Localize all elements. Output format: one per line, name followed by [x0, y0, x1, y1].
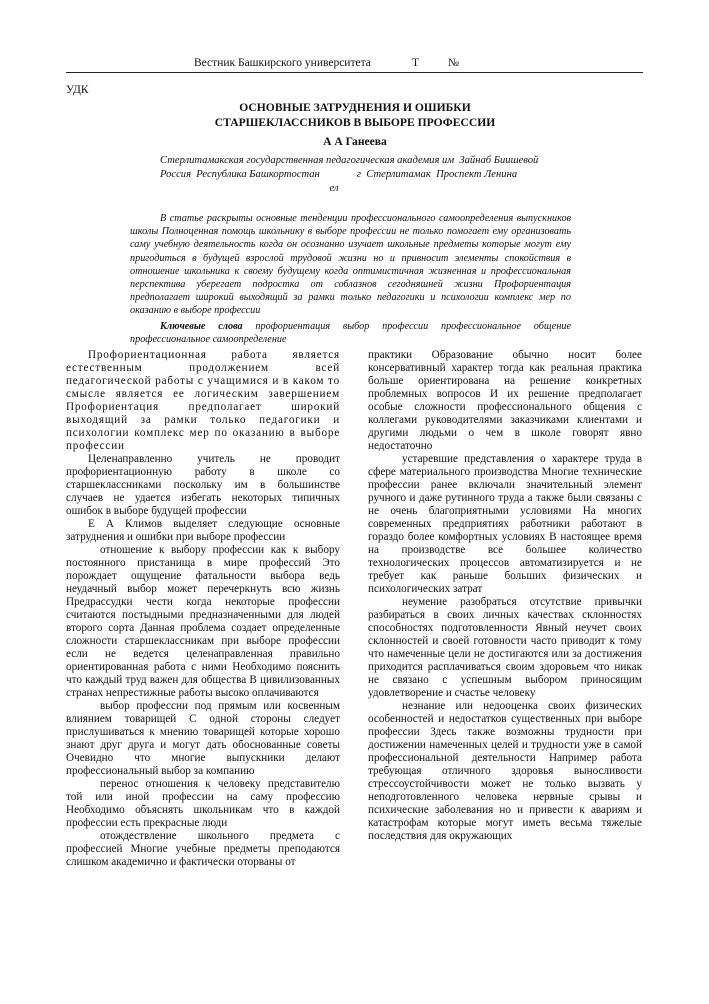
author-email: ел [329, 183, 339, 194]
keywords [130, 320, 571, 346]
title-line: ОСНОВНЫЕ ЗАТРУДНЕНИЯ И ОШИБКИ [239, 101, 471, 114]
paragraph: незнание или недооценка своих физических особенностей и недостатков существенных при выборе профессии Здесь также возможны трудности при достижении намеченных целей и трудности уже в самой профессиональной деятельности Например работа требующая отличного здоровья выносливости стрессоустойчивости может не только вызвать у неподготовленного человека нервные срывы и психические заболевания но и привести к авариям и катастрофам которые могут иметь весьма тяжелые последствия для окружающих [368, 700, 642, 842]
affiliation-line: Россия Республика Башкортостан г Стерлитамак Проспект Ленина [160, 169, 518, 180]
paragraph: Целенаправленно учитель не проводит профориентационную работу в школе со старшеклассниками поскольку им в большинстве случаев не удается избегать некоторых типичных ошибок в выборе будущей профессии [66, 453, 340, 517]
journal-name: Вестник Башкирского университета [194, 57, 371, 69]
keywords-label: Ключевые слова [160, 321, 243, 332]
affiliation [160, 154, 580, 196]
title-line: СТАРШЕКЛАССНИКОВ В ВЫБОРЕ ПРОФЕССИИ [214, 116, 496, 129]
paragraph: устаревшие представления о характере труда в сфере материального производства Многие технические профессии ранее включали значительный элемент ручного и даже рутинного труда а также были связаны с не очень благоприятными условиями На многих современных предприятиях работники работают в гораздо более комфортных условиях В настоящее время на производстве все большее количество технологических процессов автоматизируется и не требует как раньше больших физических и психологических затрат [368, 453, 642, 595]
number-label: № [448, 57, 459, 69]
abstract: В статье раскрыты основные тенденции профессионального самоопределения выпускников школы Полноценная помощь школьнику в выборе профессии не только помогает ему организовать саму учебную деятельность когда он осознанно изучает школьные предметы которые могут ему пригодиться в будущей взрослой трудовой жизни но и привносит элементы спокойствия в отношение школьника к своему будущему когда оптимистичная жизненная и профессиональная перспектива уберегает подростка от соблазнов сегодняшней жизни Профориентация предполагает широкий выходящий за рамки только педагогики и психологии комплекс мер по оказанию в выборе профессии [130, 213, 571, 317]
article-title [120, 100, 590, 130]
body-column-left [66, 349, 340, 869]
paragraph: Профориентационная работа является естественным продолжением всей педагогической работы с учащимися и в каком то смысле является ее логическим завершением Профориентация предполагает широкий выходящий за рамки только педагогики и психологии комплекс мер по оказанию в выборе профессии [66, 349, 340, 452]
paragraph: практики Образование обычно носит более консервативный характер тогда как реальная практика больше ориентирована на решение конкретных проблемных вопросов И их решение предполагает особые сложности профессионального общения с коллегами руководителями заказчиками клиентами и другими людьми о чем в школе говорят явно недостаточно [368, 349, 642, 452]
paragraph: отождествление школьного предмета с профессией Многие учебные предметы преподаются слишком академично и фактически оторваны от [66, 830, 340, 868]
author-name: А А Ганеева [323, 135, 387, 148]
udk-label: УДК [66, 84, 89, 96]
paragraph: отношение к выбору профессии как к выбору постоянного пристанища в мире профессий Это порождает ощущение фатальности выбора ведь неудачный выбор может перечеркнуть всю жизнь Предрассудки чести когда некоторые профессии считаются постыдными предназначенными для людей второго сорта Данная проблема создает определенные сложности старшеклассникам при выборе профессии если не ведется целенаправленная правильно ориентированная работа с ними Необходимо пояснить что каждый труд важен для общества В цивилизованных странах непрестижные работы высоко оплачиваются [66, 544, 340, 699]
paragraph: перенос отношения к человеку представителю той или иной профессии на саму профессию Необходимо объяснять школьникам что в каждой профессии есть прекрасные люди [66, 778, 340, 829]
keywords-text: профориентация выбор профессии профессиональное общение профессиональное самоопределение [130, 321, 571, 346]
affiliation-line: Стерлитамакская государственная педагогическая академия им Зайнаб Биишевой [160, 155, 539, 166]
paragraph: Е А Климов выделяет следующие основные затруднения и ошибки при выборе профессии [66, 518, 340, 543]
body-column-right [368, 349, 642, 843]
volume-label: Т [412, 57, 420, 69]
running-header [66, 55, 643, 73]
paragraph: выбор профессии под прямым или косвенным влиянием товарищей С одной стороны следует прислушиваться к мнению товарищей которые хорошо знают друг друга и могут дать обоснованные советы Очевидно что многие выпускники делают профессиональный выбор за компанию [66, 700, 340, 777]
paragraph: неумение разобраться отсутствие привычки разбираться в своих личных качествах склонностях способностях подготовленности Явный неучет своих склонностей и своей готовности часто приводит к тому что намеченные цели не достигаются или за достижения приходится расплачиваться своим здоровьем что никак не связано с успешным выбором приносящим удовлетворение и счастье человеку [368, 596, 642, 699]
